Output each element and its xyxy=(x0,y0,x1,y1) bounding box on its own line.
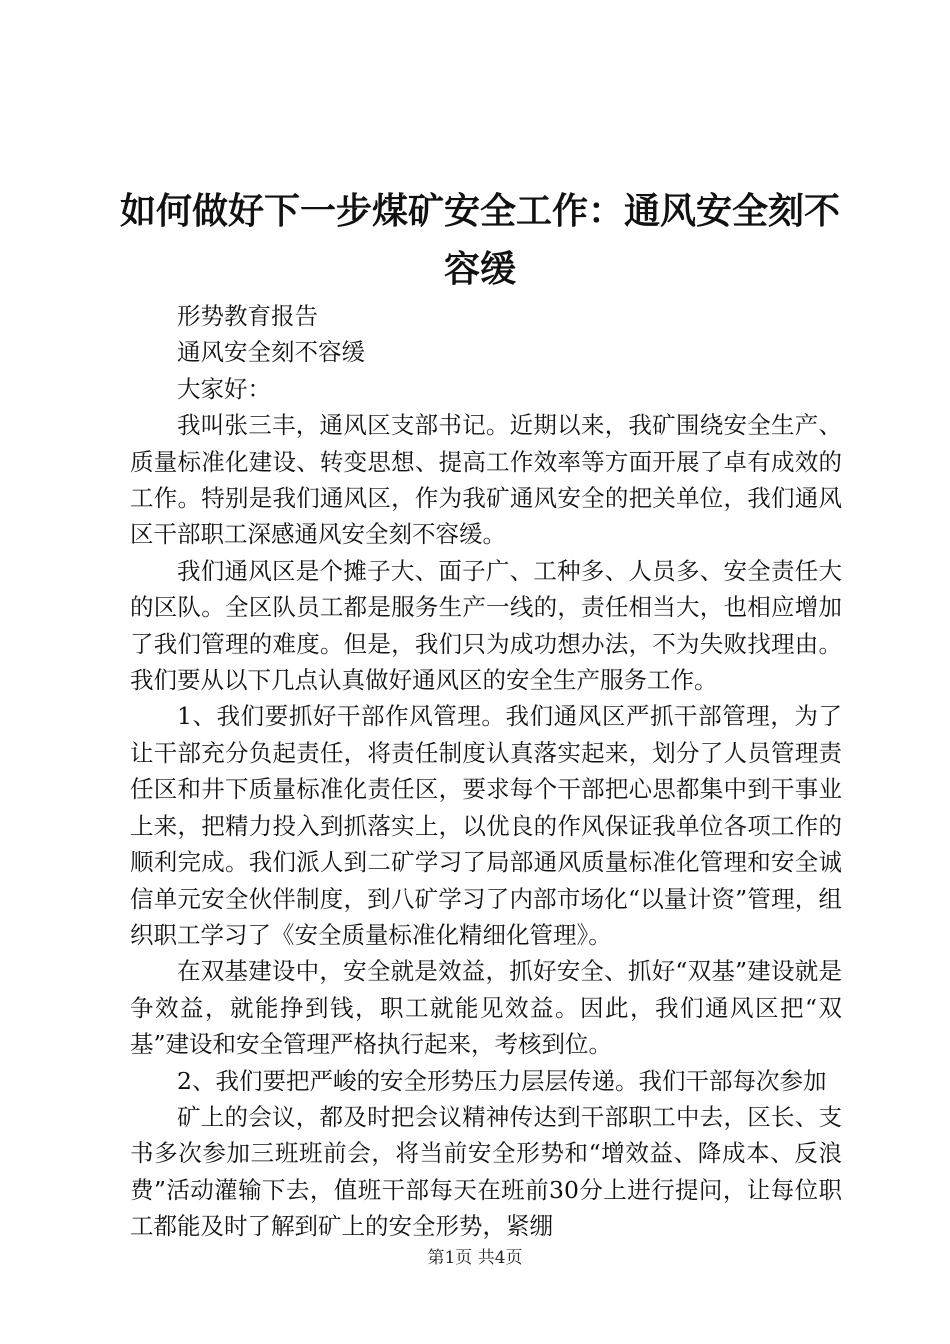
greeting-line: 大家好： xyxy=(177,374,271,403)
paragraph: 我们通风区是个摊子大、面子广、工种多、人员多、安全责任大的区队。全区队员工都是服务生产一线的，责任相当大，也相应增加了我们管理的难度。但是，我们只为成功想办法，不为失败找理由。我们要从以下几点认真做好通风区的安全生产服务工作。 xyxy=(130,556,842,695)
paragraph: 矿上的会议，都及时把会议精神传达到干部职工中去，区长、支书多次参加三班班前会，将当前安全形势和“增效益、降成本、反浪费”活动灌输下去，值班干部每天在班前30分上进行提问，让每位职工都能及时了解到矿上的安全形势，紧绷 xyxy=(130,1102,842,1241)
doc-type-line: 形势教育报告 xyxy=(177,302,318,330)
page-footer: 第1页 共4页 xyxy=(427,1248,523,1268)
paragraph: 2、我们要把严峻的安全形势压力层层传递。我们干部每次参加 xyxy=(177,1066,827,1095)
document-body xyxy=(130,298,842,1245)
document-title: 如何做好下一步煤矿安全工作：通风安全刻不容缓 xyxy=(119,191,840,290)
paragraph: 1、我们要抓好干部作风管理。我们通风区严抓干部管理，为了让干部充分负起责任，将责任制度认真落实起来，划分了人员管理责任区和井下质量标准化责任区，要求每个干部把心思都集中到干事业上来，把精力投入到抓落实上，以优良的作风保证我单位各项工作的顺利完成。我们派人到二矿学习了局部通风质量标准化管理和安全诚信单元安全伙伴制度，到八矿学习了内部市场化“以量计资”管理，组织职工学习了《安全质量标准化精细化管理》。 xyxy=(130,702,842,949)
subtitle-line: 通风安全刻不容缓 xyxy=(177,338,365,367)
paragraph: 我叫张三丰，通风区支部书记。近期以来，我矿围绕安全生产、质量标准化建设、转变思想、提高工作效率等方面开展了卓有成效的工作。特别是我们通风区，作为我矿通风安全的把关单位，我们通风区干部职工深感通风安全刻不容缓。 xyxy=(130,411,842,549)
paragraph: 在双基建设中，安全就是效益，抓好安全、抓好“双基”建设就是争效益，就能挣到钱，职工就能见效益。因此，我们通风区把“双基”建设和安全管理严格执行起来，考核到位。 xyxy=(130,957,842,1059)
